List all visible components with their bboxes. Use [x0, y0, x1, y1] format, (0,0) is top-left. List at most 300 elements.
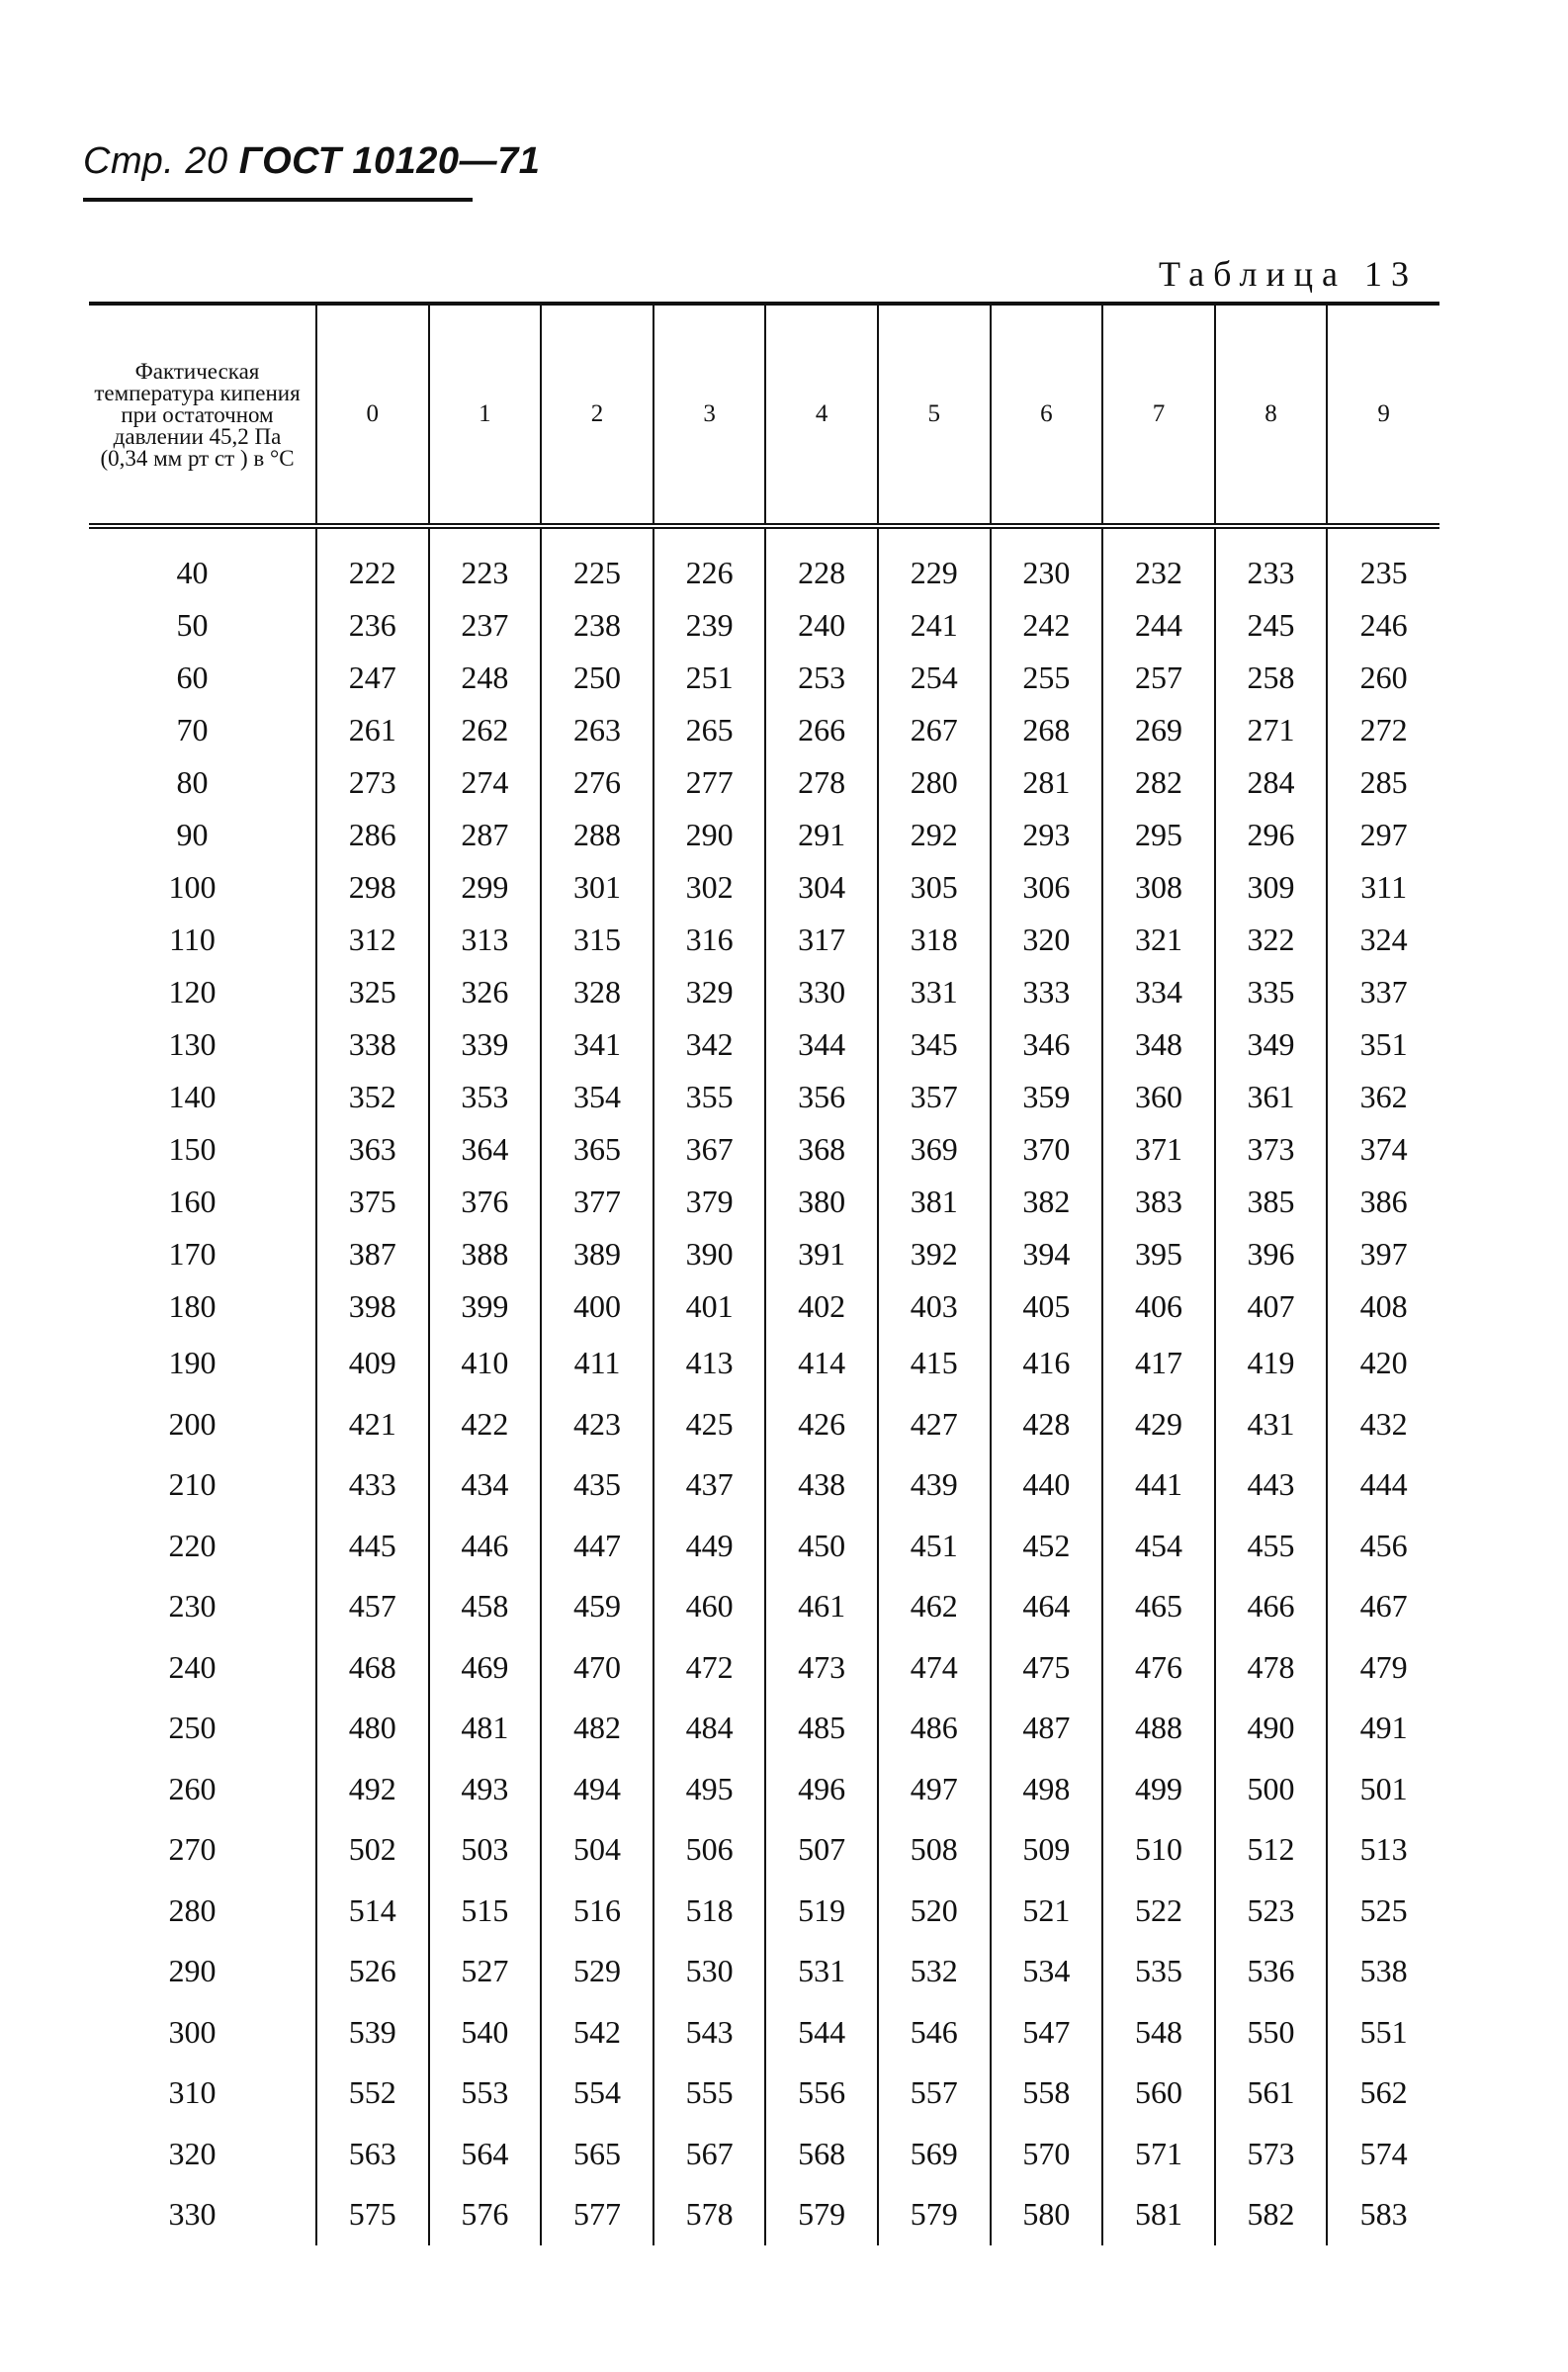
value-cell: 333 — [991, 966, 1103, 1018]
value-cell: 389 — [541, 1228, 653, 1280]
value-cell: 439 — [878, 1454, 991, 1516]
value-cell: 292 — [878, 809, 991, 861]
value-cell: 481 — [429, 1698, 542, 1759]
value-cell: 242 — [991, 599, 1103, 652]
value-cell: 454 — [1102, 1516, 1215, 1577]
table-row — [89, 1123, 1439, 1176]
value-cell: 462 — [878, 1576, 991, 1637]
value-cell: 317 — [765, 914, 878, 966]
value-cell: 567 — [653, 2124, 766, 2185]
value-cell: 311 — [1327, 861, 1439, 914]
value-cell: 328 — [541, 966, 653, 1018]
value-cell: 254 — [878, 652, 991, 704]
table-row — [89, 1176, 1439, 1228]
value-cell: 225 — [541, 526, 653, 599]
value-cell: 334 — [1102, 966, 1215, 1018]
value-cell: 302 — [653, 861, 766, 914]
temperature-cell: 200 — [168, 1405, 217, 1442]
value-cell: 497 — [878, 1759, 991, 1820]
value-cell: 500 — [1215, 1759, 1328, 1820]
value-cell: 526 — [316, 1941, 429, 2002]
value-cell: 539 — [316, 2002, 429, 2064]
table-row — [89, 1333, 1439, 1394]
value-cell: 273 — [316, 756, 429, 809]
value-cell: 420 — [1327, 1333, 1439, 1394]
value-cell: 529 — [541, 1941, 653, 2002]
value-cell: 464 — [991, 1576, 1103, 1637]
value-cell: 377 — [541, 1176, 653, 1228]
value-cell: 450 — [765, 1516, 878, 1577]
column-header-4: 4 — [765, 306, 878, 526]
table-row — [89, 2184, 1439, 2245]
value-cell: 382 — [991, 1176, 1103, 1228]
column-header-0: 0 — [316, 306, 429, 526]
value-cell: 304 — [765, 861, 878, 914]
value-cell: 359 — [991, 1071, 1103, 1123]
value-cell: 305 — [878, 861, 991, 914]
value-cell: 474 — [878, 1637, 991, 1699]
value-cell: 355 — [653, 1071, 766, 1123]
value-cell: 482 — [541, 1698, 653, 1759]
value-cell: 352 — [316, 1071, 429, 1123]
table-row — [89, 1454, 1439, 1516]
temperature-cell: 190 — [168, 1345, 217, 1381]
value-cell: 299 — [429, 861, 542, 914]
temperature-cell: 80 — [176, 764, 209, 800]
value-cell: 556 — [765, 2063, 878, 2124]
table-row — [89, 652, 1439, 704]
value-cell: 290 — [653, 809, 766, 861]
value-cell: 457 — [316, 1576, 429, 1637]
value-cell: 339 — [429, 1018, 542, 1071]
value-cell: 470 — [541, 1637, 653, 1699]
table-row — [89, 861, 1439, 914]
value-cell: 523 — [1215, 1881, 1328, 1942]
value-cell: 276 — [541, 756, 653, 809]
value-cell: 416 — [991, 1333, 1103, 1394]
value-cell: 579 — [878, 2184, 991, 2245]
value-cell: 476 — [1102, 1637, 1215, 1699]
value-cell: 423 — [541, 1394, 653, 1455]
value-cell: 293 — [991, 809, 1103, 861]
column-header-2: 2 — [541, 306, 653, 526]
value-cell: 324 — [1327, 914, 1439, 966]
value-cell: 262 — [429, 704, 542, 756]
value-cell: 371 — [1102, 1123, 1215, 1176]
value-cell: 520 — [878, 1881, 991, 1942]
value-cell: 494 — [541, 1759, 653, 1820]
value-cell: 402 — [765, 1280, 878, 1333]
value-cell: 552 — [316, 2063, 429, 2124]
table-row — [89, 1576, 1439, 1637]
value-cell: 502 — [316, 1819, 429, 1881]
value-cell: 557 — [878, 2063, 991, 2124]
table-row — [89, 1071, 1439, 1123]
value-cell: 577 — [541, 2184, 653, 2245]
value-cell: 519 — [765, 1881, 878, 1942]
value-cell: 241 — [878, 599, 991, 652]
value-cell: 553 — [429, 2063, 542, 2124]
value-cell: 571 — [1102, 2124, 1215, 2185]
value-cell: 321 — [1102, 914, 1215, 966]
temperature-cell: 250 — [168, 1710, 217, 1746]
value-cell: 563 — [316, 2124, 429, 2185]
temperature-cell: 210 — [168, 1466, 217, 1503]
value-cell: 400 — [541, 1280, 653, 1333]
table-row — [89, 1941, 1439, 2002]
value-cell: 261 — [316, 704, 429, 756]
value-cell: 362 — [1327, 1071, 1439, 1123]
value-cell: 451 — [878, 1516, 991, 1577]
table-row — [89, 1637, 1439, 1699]
value-cell: 467 — [1327, 1576, 1439, 1637]
value-cell: 486 — [878, 1698, 991, 1759]
temperature-cell: 110 — [169, 922, 216, 957]
value-cell: 569 — [878, 2124, 991, 2185]
value-cell: 440 — [991, 1454, 1103, 1516]
value-cell: 308 — [1102, 861, 1215, 914]
temperature-cell: 220 — [168, 1527, 217, 1563]
value-cell: 386 — [1327, 1176, 1439, 1228]
value-cell: 446 — [429, 1516, 542, 1577]
temperature-cell: 230 — [168, 1588, 217, 1625]
value-cell: 272 — [1327, 704, 1439, 756]
value-cell: 435 — [541, 1454, 653, 1516]
value-cell: 445 — [316, 1516, 429, 1577]
value-cell: 411 — [541, 1333, 653, 1394]
value-cell: 394 — [991, 1228, 1103, 1280]
value-cell: 397 — [1327, 1228, 1439, 1280]
value-cell: 513 — [1327, 1819, 1439, 1881]
value-cell: 422 — [429, 1394, 542, 1455]
value-cell: 312 — [316, 914, 429, 966]
value-cell: 356 — [765, 1071, 878, 1123]
value-cell: 550 — [1215, 2002, 1328, 2064]
value-cell: 403 — [878, 1280, 991, 1333]
value-cell: 427 — [878, 1394, 991, 1455]
value-cell: 320 — [991, 914, 1103, 966]
value-cell: 534 — [991, 1941, 1103, 2002]
temperature-cell: 50 — [176, 607, 209, 643]
table-row — [89, 2124, 1439, 2185]
value-cell: 295 — [1102, 809, 1215, 861]
value-cell: 516 — [541, 1881, 653, 1942]
value-cell: 247 — [316, 652, 429, 704]
temperature-cell: 120 — [168, 974, 217, 1010]
value-cell: 438 — [765, 1454, 878, 1516]
value-cell: 459 — [541, 1576, 653, 1637]
temperature-cell: 100 — [168, 869, 217, 905]
value-cell: 425 — [653, 1394, 766, 1455]
value-cell: 515 — [429, 1881, 542, 1942]
table-row — [89, 809, 1439, 861]
value-cell: 548 — [1102, 2002, 1215, 2064]
value-cell: 313 — [429, 914, 542, 966]
value-cell: 248 — [429, 652, 542, 704]
value-cell: 383 — [1102, 1176, 1215, 1228]
value-cell: 428 — [991, 1394, 1103, 1455]
table-row — [89, 756, 1439, 809]
value-cell: 232 — [1102, 526, 1215, 599]
value-cell: 306 — [991, 861, 1103, 914]
value-cell: 444 — [1327, 1454, 1439, 1516]
value-cell: 373 — [1215, 1123, 1328, 1176]
value-cell: 236 — [316, 599, 429, 652]
temperature-cell: 170 — [168, 1236, 217, 1272]
value-cell: 316 — [653, 914, 766, 966]
value-cell: 579 — [765, 2184, 878, 2245]
value-cell: 385 — [1215, 1176, 1328, 1228]
column-header-6: 6 — [991, 306, 1103, 526]
value-cell: 315 — [541, 914, 653, 966]
value-cell: 490 — [1215, 1698, 1328, 1759]
table-caption: Таблица 13 — [1159, 254, 1418, 294]
value-cell: 468 — [316, 1637, 429, 1699]
temperature-cell: 160 — [168, 1184, 217, 1219]
table-row — [89, 1516, 1439, 1577]
value-cell: 269 — [1102, 704, 1215, 756]
value-cell: 255 — [991, 652, 1103, 704]
column-header-3: 3 — [653, 306, 766, 526]
value-cell: 361 — [1215, 1071, 1328, 1123]
value-cell: 478 — [1215, 1637, 1328, 1699]
value-cell: 561 — [1215, 2063, 1328, 2124]
value-cell: 250 — [541, 652, 653, 704]
value-cell: 582 — [1215, 2184, 1328, 2245]
column-header-9: 9 — [1327, 306, 1439, 526]
temperature-cell: 280 — [168, 1891, 217, 1928]
value-cell: 365 — [541, 1123, 653, 1176]
temperature-cell: 290 — [168, 1953, 217, 1989]
value-cell: 240 — [765, 599, 878, 652]
value-cell: 564 — [429, 2124, 542, 2185]
value-cell: 374 — [1327, 1123, 1439, 1176]
value-cell: 499 — [1102, 1759, 1215, 1820]
value-cell: 318 — [878, 914, 991, 966]
value-cell: 335 — [1215, 966, 1328, 1018]
value-cell: 337 — [1327, 966, 1439, 1018]
value-cell: 280 — [878, 756, 991, 809]
value-cell: 434 — [429, 1454, 542, 1516]
value-cell: 413 — [653, 1333, 766, 1394]
value-cell: 554 — [541, 2063, 653, 2124]
value-cell: 518 — [653, 1881, 766, 1942]
value-cell: 558 — [991, 2063, 1103, 2124]
value-cell: 512 — [1215, 1819, 1328, 1881]
value-cell: 281 — [991, 756, 1103, 809]
temperature-cell: 150 — [168, 1131, 217, 1167]
value-cell: 441 — [1102, 1454, 1215, 1516]
table-body — [89, 526, 1439, 2245]
value-cell: 417 — [1102, 1333, 1215, 1394]
value-cell: 338 — [316, 1018, 429, 1071]
table-row — [89, 599, 1439, 652]
value-cell: 297 — [1327, 809, 1439, 861]
value-cell: 432 — [1327, 1394, 1439, 1455]
value-cell: 574 — [1327, 2124, 1439, 2185]
value-cell: 274 — [429, 756, 542, 809]
value-cell: 480 — [316, 1698, 429, 1759]
value-cell: 263 — [541, 704, 653, 756]
value-cell: 229 — [878, 526, 991, 599]
value-cell: 472 — [653, 1637, 766, 1699]
value-cell: 363 — [316, 1123, 429, 1176]
value-cell: 484 — [653, 1698, 766, 1759]
value-cell: 391 — [765, 1228, 878, 1280]
value-cell: 560 — [1102, 2063, 1215, 2124]
value-cell: 421 — [316, 1394, 429, 1455]
value-cell: 330 — [765, 966, 878, 1018]
value-cell: 507 — [765, 1819, 878, 1881]
column-header-7: 7 — [1102, 306, 1215, 526]
value-cell: 514 — [316, 1881, 429, 1942]
value-cell: 540 — [429, 2002, 542, 2064]
table-row — [89, 2002, 1439, 2064]
value-cell: 222 — [316, 526, 429, 599]
value-cell: 581 — [1102, 2184, 1215, 2245]
value-cell: 501 — [1327, 1759, 1439, 1820]
row-header-cell: Фактическая температура кипения при остаточном давлении 45,2 Па (0,34 мм рт ст ) в °С — [94, 359, 301, 471]
value-cell: 301 — [541, 861, 653, 914]
value-cell: 469 — [429, 1637, 542, 1699]
value-cell: 542 — [541, 2002, 653, 2064]
value-cell: 364 — [429, 1123, 542, 1176]
temperature-cell: 320 — [168, 2135, 217, 2171]
value-cell: 376 — [429, 1176, 542, 1228]
value-cell: 506 — [653, 1819, 766, 1881]
value-cell: 288 — [541, 809, 653, 861]
value-cell: 503 — [429, 1819, 542, 1881]
value-cell: 233 — [1215, 526, 1328, 599]
value-cell: 465 — [1102, 1576, 1215, 1637]
value-cell: 286 — [316, 809, 429, 861]
value-cell: 353 — [429, 1071, 542, 1123]
value-cell: 267 — [878, 704, 991, 756]
value-cell: 570 — [991, 2124, 1103, 2185]
value-cell: 331 — [878, 966, 991, 1018]
value-cell: 387 — [316, 1228, 429, 1280]
value-cell: 375 — [316, 1176, 429, 1228]
standard-number: ГОСТ 10120—71 — [238, 140, 541, 182]
value-cell: 228 — [765, 526, 878, 599]
column-header-8: 8 — [1215, 306, 1328, 526]
value-cell: 431 — [1215, 1394, 1328, 1455]
value-cell: 399 — [429, 1280, 542, 1333]
value-cell: 525 — [1327, 1881, 1439, 1942]
table-row — [89, 1819, 1439, 1881]
value-cell: 284 — [1215, 756, 1328, 809]
temperature-cell: 330 — [168, 2196, 217, 2233]
value-cell: 452 — [991, 1516, 1103, 1577]
value-cell: 479 — [1327, 1637, 1439, 1699]
value-cell: 460 — [653, 1576, 766, 1637]
value-cell: 508 — [878, 1819, 991, 1881]
value-cell: 235 — [1327, 526, 1439, 599]
value-cell: 437 — [653, 1454, 766, 1516]
value-cell: 237 — [429, 599, 542, 652]
value-cell: 246 — [1327, 599, 1439, 652]
value-cell: 349 — [1215, 1018, 1328, 1071]
value-cell: 426 — [765, 1394, 878, 1455]
value-cell: 244 — [1102, 599, 1215, 652]
value-cell: 282 — [1102, 756, 1215, 809]
value-cell: 410 — [429, 1333, 542, 1394]
table-row — [89, 966, 1439, 1018]
value-cell: 341 — [541, 1018, 653, 1071]
value-cell: 325 — [316, 966, 429, 1018]
value-cell: 369 — [878, 1123, 991, 1176]
value-cell: 414 — [765, 1333, 878, 1394]
boiling-temperature-table — [89, 306, 1439, 2245]
value-cell: 461 — [765, 1576, 878, 1637]
value-cell: 492 — [316, 1759, 429, 1820]
value-cell: 344 — [765, 1018, 878, 1071]
value-cell: 543 — [653, 2002, 766, 2064]
value-cell: 401 — [653, 1280, 766, 1333]
value-cell: 296 — [1215, 809, 1328, 861]
temperature-cell: 40 — [176, 555, 209, 590]
value-cell: 531 — [765, 1941, 878, 2002]
value-cell: 388 — [429, 1228, 542, 1280]
value-cell: 443 — [1215, 1454, 1328, 1516]
value-cell: 447 — [541, 1516, 653, 1577]
value-cell: 495 — [653, 1759, 766, 1820]
value-cell: 309 — [1215, 861, 1328, 914]
value-cell: 396 — [1215, 1228, 1328, 1280]
value-cell: 419 — [1215, 1333, 1328, 1394]
value-cell: 345 — [878, 1018, 991, 1071]
value-cell: 260 — [1327, 652, 1439, 704]
value-cell: 509 — [991, 1819, 1103, 1881]
temperature-cell: 90 — [176, 817, 209, 852]
value-cell: 458 — [429, 1576, 542, 1637]
value-cell: 409 — [316, 1333, 429, 1394]
value-cell: 487 — [991, 1698, 1103, 1759]
value-cell: 455 — [1215, 1516, 1328, 1577]
value-cell: 230 — [991, 526, 1103, 599]
temperature-cell: 300 — [168, 2013, 217, 2050]
value-cell: 485 — [765, 1698, 878, 1759]
value-cell: 226 — [653, 526, 766, 599]
value-cell: 493 — [429, 1759, 542, 1820]
value-cell: 238 — [541, 599, 653, 652]
value-cell: 370 — [991, 1123, 1103, 1176]
value-cell: 245 — [1215, 599, 1328, 652]
value-cell: 381 — [878, 1176, 991, 1228]
value-cell: 379 — [653, 1176, 766, 1228]
value-cell: 568 — [765, 2124, 878, 2185]
table-row — [89, 1228, 1439, 1280]
table-header-row — [89, 306, 1439, 526]
value-cell: 257 — [1102, 652, 1215, 704]
value-cell: 504 — [541, 1819, 653, 1881]
value-cell: 271 — [1215, 704, 1328, 756]
temperature-cell: 310 — [168, 2074, 217, 2111]
value-cell: 535 — [1102, 1941, 1215, 2002]
value-cell: 268 — [991, 704, 1103, 756]
value-cell: 429 — [1102, 1394, 1215, 1455]
value-cell: 449 — [653, 1516, 766, 1577]
value-cell: 475 — [991, 1637, 1103, 1699]
temperature-cell: 240 — [168, 1648, 217, 1685]
value-cell: 368 — [765, 1123, 878, 1176]
value-cell: 565 — [541, 2124, 653, 2185]
value-cell: 277 — [653, 756, 766, 809]
value-cell: 580 — [991, 2184, 1103, 2245]
table-row — [89, 704, 1439, 756]
value-cell: 329 — [653, 966, 766, 1018]
value-cell: 456 — [1327, 1516, 1439, 1577]
